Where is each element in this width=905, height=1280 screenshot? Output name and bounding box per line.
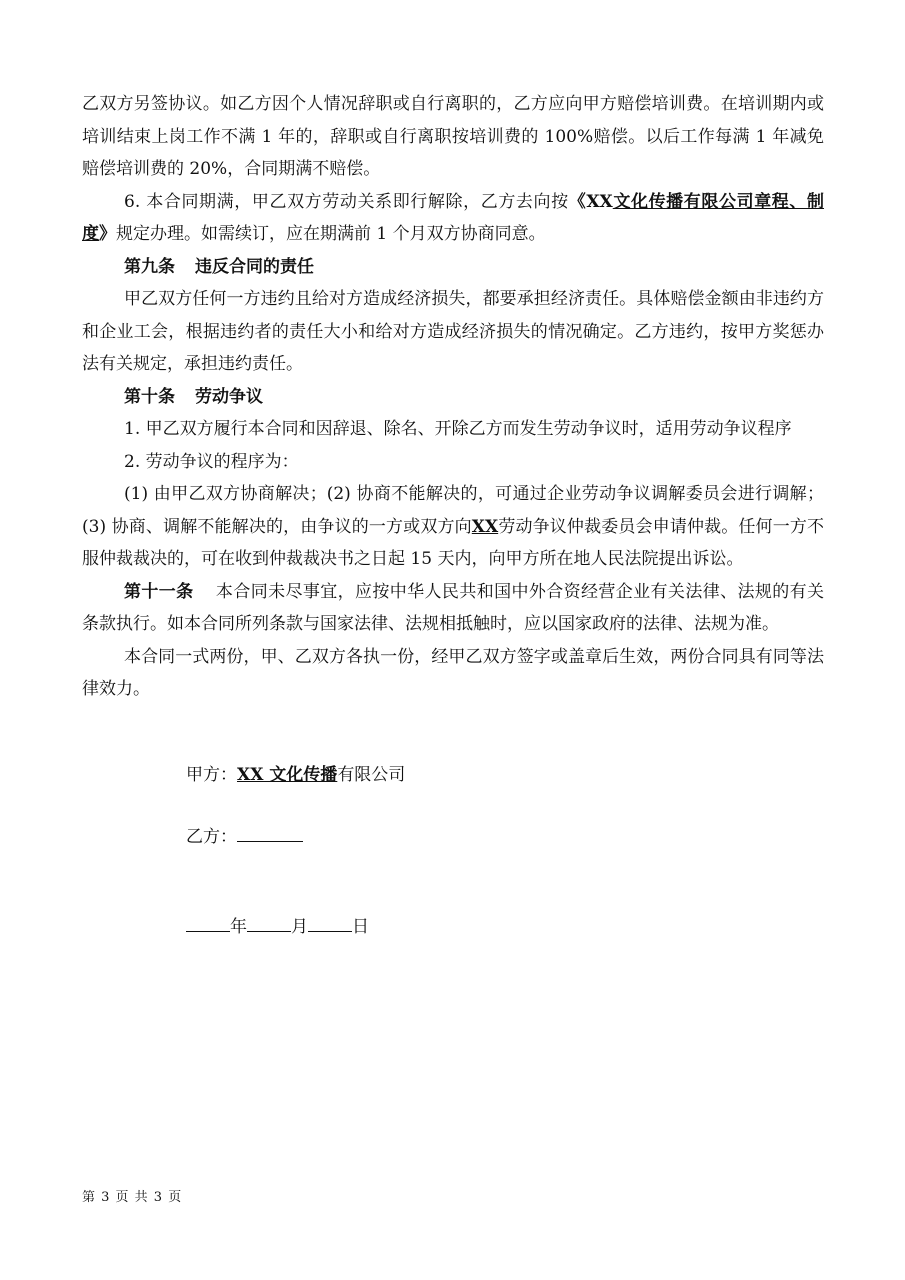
paragraph-article-11: 第十一条 本合同未尽事宜，应按中华人民共和国中外合资经营企业有关法律、法规的有关条款执行。如本合同所列条款与国家法律、法规相抵触时，应以国家政府的法律、法规为准。	[82, 581, 825, 634]
paragraph-dispute-2: 2. 劳动争议的程序为：	[124, 451, 299, 472]
company-rules-title: 文化传播有限公司章程、制度	[82, 191, 825, 244]
party-a-signature: 甲方：XX 文化传播有限公司	[186, 765, 406, 785]
paragraph-training-compensation: 乙双方另签协议。如乙方因个人情况辞职或自行离职的，乙方应向甲方赔偿培训费。在培训期内或培训结束上岗工作不满 1 年的，辞职或自行离职按培训费的 100%赔偿。以后工作每满 1 年减免赔偿培训费的 20%，合同期满不赔偿。	[82, 94, 824, 179]
year-blank[interactable]	[186, 913, 230, 932]
paragraph-contract-expiry: 6. 本合同期满，甲乙双方劳动关系即行解除，乙方去向按《XX文化传播有限公司章程、制度》规定办理。如需续订，应在期满前 1 个月双方协商同意。	[82, 191, 825, 244]
party-a-name: XX 文化传播	[237, 765, 338, 785]
signing-date: 年 月 日	[186, 912, 369, 942]
party-b-signature: 乙方：	[186, 822, 303, 852]
article-9-heading: 第九条 违反合同的责任	[124, 256, 314, 277]
month-blank[interactable]	[247, 913, 291, 932]
paragraph-copies: 本合同一式两份，甲、乙双方各执一份，经甲乙双方签字或盖章后生效，两份合同具有同等法律效力。	[82, 646, 824, 699]
paragraph-breach-liability: 甲乙双方任何一方违约且给对方造成经济损失，都要承担经济责任。具体赔偿金额由非违约方和企业工会，根据违约者的责任大小和给对方造成经济损失的情况确定。乙方违约，按甲方奖惩办法有关规定，承担违约责任。	[82, 289, 824, 374]
document-body	[82, 88, 824, 706]
paragraph-dispute-1: 1. 甲乙双方履行本合同和因辞退、除名、开除乙方而发生劳动争议时，适用劳动争议程序	[124, 419, 792, 439]
page-number: 第 3 页 共 3 页	[82, 1190, 183, 1205]
paragraph-dispute-procedure: (1) 由甲乙双方协商解决；(2) 协商不能解决的，可通过企业劳动争议调解委员会进行调解；(3) 协商、调解不能解决的，由争议的一方或双方向XX劳动争议仲裁委员会申请仲裁。任何一方不服仲裁裁决的，可在收到仲裁裁决书之日起 15 天内，向甲方所在地人民法院提出诉讼。	[82, 484, 825, 569]
article-11-label: 第十一条	[124, 581, 194, 602]
article-10-heading: 第十条 劳动争议	[124, 386, 263, 407]
day-blank[interactable]	[308, 913, 352, 932]
arbitration-location: XX	[471, 516, 499, 537]
company-abbrev: XX	[586, 191, 613, 212]
party-b-blank[interactable]	[237, 823, 303, 842]
